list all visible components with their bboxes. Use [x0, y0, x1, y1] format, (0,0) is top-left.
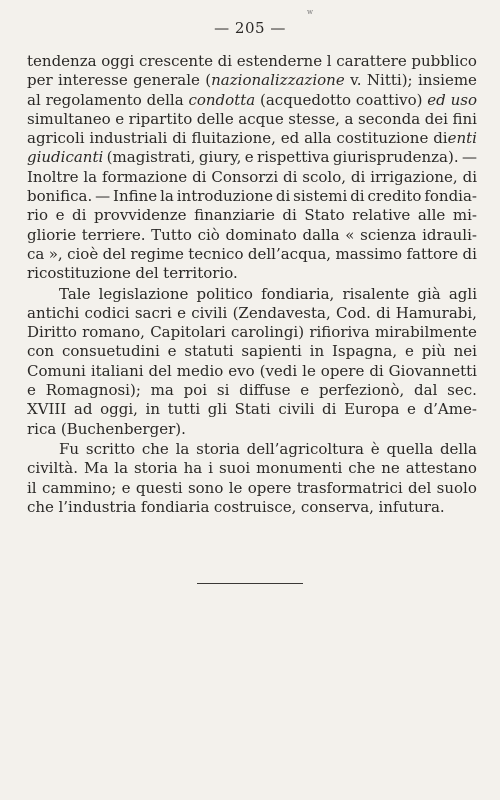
word: Europa — [344, 400, 400, 419]
word: legislazione — [98, 284, 189, 303]
word: l’industria — [58, 497, 137, 516]
word: di — [376, 303, 391, 322]
word: codici — [84, 303, 130, 322]
word: uso — [450, 90, 477, 109]
word: a — [344, 109, 354, 128]
text-line — [27, 323, 477, 342]
word: alle — [417, 206, 446, 225]
word: che — [348, 459, 376, 478]
word: e — [115, 109, 125, 128]
word: il — [27, 478, 37, 497]
word: fini — [452, 109, 477, 128]
word: relative — [352, 206, 411, 225]
word: attestano — [405, 459, 477, 478]
word: condotta — [188, 90, 256, 109]
word: », — [48, 244, 63, 263]
word: stesse, — [288, 109, 340, 128]
word: di — [282, 206, 297, 225]
word: giudicanti — [27, 148, 104, 167]
word: mirabilmente — [374, 323, 477, 342]
word: con — [27, 342, 55, 361]
word: regolamento — [45, 90, 142, 109]
word: Comuni — [27, 361, 86, 380]
text-line — [27, 381, 477, 400]
word: regime — [130, 244, 184, 263]
word: rio — [27, 206, 48, 225]
word: fondia- — [424, 187, 477, 206]
word: fondiaria, — [261, 284, 335, 303]
word: ca — [27, 244, 45, 263]
word: Stati — [234, 400, 271, 419]
word: delle — [196, 109, 234, 128]
word: fluitazione, — [191, 129, 276, 148]
word: di — [350, 187, 365, 206]
word: coattivo) — [355, 90, 423, 109]
word: che — [27, 497, 54, 516]
word: tutti — [167, 400, 201, 419]
word: romano, — [82, 323, 145, 342]
word: credito — [367, 187, 422, 206]
word: agli — [448, 284, 477, 303]
word: si — [216, 381, 230, 400]
word: Stato — [304, 206, 345, 225]
word: e — [177, 303, 186, 322]
word: consuetudini — [61, 342, 160, 361]
word: terriere. — [81, 225, 146, 244]
word: le — [228, 478, 243, 497]
word: di — [350, 167, 366, 186]
word: interesse — [58, 71, 128, 90]
word: Fu — [59, 439, 80, 458]
word: ed — [280, 129, 300, 148]
word: irrigazione, — [370, 167, 458, 186]
text-line — [27, 304, 477, 323]
word: d’Ame- — [423, 400, 477, 419]
word: simultaneo — [27, 109, 111, 128]
word: estenderne — [236, 52, 323, 70]
text-line — [27, 71, 477, 90]
word: dell’agricoltura — [246, 439, 364, 458]
word: antichi — [27, 303, 80, 322]
word: trasformatrici — [296, 478, 403, 497]
word: italiani — [90, 361, 144, 380]
word: evo — [228, 361, 255, 380]
word: civili — [191, 303, 228, 322]
word: giury, — [198, 148, 242, 167]
word: formazione — [102, 167, 188, 186]
word: sacri — [134, 303, 172, 322]
word: rica — [27, 419, 57, 438]
word: idrauli- — [422, 225, 477, 244]
text-line — [27, 129, 477, 148]
word: massimo — [335, 244, 403, 263]
word: dal — [414, 381, 438, 400]
word: sono — [187, 478, 224, 497]
word: (Buchenberger). — [60, 419, 186, 438]
text-line — [27, 342, 477, 361]
word: di — [217, 52, 233, 70]
word: suoi — [218, 459, 251, 478]
word: di — [72, 206, 87, 225]
word: scienza — [360, 225, 417, 244]
word: acque — [238, 109, 284, 128]
text-line — [27, 264, 477, 283]
word: già — [417, 284, 441, 303]
word: ha — [183, 459, 203, 478]
word: Consorzi — [211, 167, 279, 186]
word: (vedi — [259, 361, 298, 380]
word: della — [439, 439, 477, 458]
word: Hamurabi, — [395, 303, 477, 322]
word: Tutto — [151, 225, 192, 244]
text-line — [27, 285, 477, 304]
word: costituzione — [336, 129, 429, 148]
word: la — [83, 167, 98, 186]
word: e — [167, 342, 177, 361]
word: di — [369, 361, 384, 380]
word: ne — [381, 459, 400, 478]
word: insieme — [417, 71, 477, 90]
word: alla — [304, 129, 332, 148]
word: Romagnosi); — [45, 381, 141, 400]
word: pubblico — [411, 52, 477, 70]
word: perfezionò, — [318, 381, 405, 400]
word: Nitti); — [366, 71, 413, 90]
word: del — [408, 478, 432, 497]
word: cammino; — [41, 478, 117, 497]
word: e — [121, 478, 131, 497]
word: statuti — [184, 342, 234, 361]
text-line — [27, 52, 477, 71]
word: è — [370, 439, 380, 458]
word: infutura. — [378, 497, 445, 516]
word: la — [175, 439, 190, 458]
word: questi — [135, 478, 183, 497]
word: ed — [427, 90, 446, 109]
word: e — [407, 400, 416, 419]
word: oggi — [101, 52, 135, 70]
word: ricostituzione — [27, 264, 131, 283]
word: per — [27, 71, 53, 90]
text-line — [27, 245, 477, 264]
word: ripartito — [128, 109, 193, 128]
word: Inoltre — [27, 167, 79, 186]
word: e — [27, 381, 36, 400]
word: di — [172, 129, 187, 148]
word: i — [208, 459, 214, 478]
word: del — [135, 264, 159, 283]
word: tecnico — [188, 244, 244, 263]
word: dell’acqua, — [247, 244, 332, 263]
word: ciò — [197, 225, 220, 244]
text-line — [27, 110, 477, 129]
page-number: — 205 — — [214, 19, 286, 37]
word: (nazionalizzazione — [205, 71, 345, 90]
word: la — [114, 459, 129, 478]
margin-mark: w — [307, 8, 313, 16]
word: Ma — [83, 459, 109, 478]
word: (acquedotto — [260, 90, 352, 109]
word: Cod. — [335, 303, 371, 322]
word: generale — [133, 71, 200, 90]
word: ad — [73, 400, 93, 419]
word: le — [302, 361, 316, 380]
word: storia — [196, 439, 240, 458]
text-line — [27, 226, 477, 245]
word: sec. — [447, 381, 477, 400]
word: (magistrati, — [106, 148, 196, 167]
word: risalente — [342, 284, 410, 303]
word: fattore — [406, 244, 459, 263]
word: scolo, — [302, 167, 347, 186]
word: rifioriva — [309, 323, 370, 342]
text-line — [27, 148, 477, 167]
word: diffuse — [239, 381, 291, 400]
word: industriali — [89, 129, 168, 148]
word: agricoli — [27, 129, 85, 148]
word: oggi, — [100, 400, 138, 419]
word: dalla — [302, 225, 340, 244]
text-line — [27, 459, 477, 478]
word: Diritto — [27, 323, 77, 342]
word: sapienti — [241, 342, 302, 361]
word: monumenti — [256, 459, 343, 478]
word: Giovannetti — [388, 361, 477, 380]
word: (Zendavesta, — [232, 303, 331, 322]
word: crescente — [138, 52, 213, 70]
word: conserva, — [300, 497, 374, 516]
text-line — [27, 168, 477, 187]
word: carattere — [336, 52, 407, 70]
word: Tale — [59, 284, 91, 303]
body-text — [27, 52, 477, 517]
word: seconda — [357, 109, 421, 128]
word: dominato — [225, 225, 297, 244]
word: mi- — [452, 206, 477, 225]
word: di — [283, 167, 298, 186]
word: v. — [350, 71, 362, 90]
text-line — [27, 91, 477, 110]
word: rispettiva — [257, 148, 330, 167]
word: costruisce, — [213, 497, 297, 516]
word: — — [95, 187, 111, 206]
word: opere — [247, 478, 292, 497]
text-line — [27, 187, 477, 206]
word: giurisprudenza). — [332, 148, 459, 167]
word: dei — [424, 109, 448, 128]
word: quella — [386, 439, 434, 458]
word: l — [326, 52, 332, 70]
word: poi — [183, 381, 208, 400]
word: civili — [278, 400, 315, 419]
word: e — [300, 381, 310, 400]
word: civiltà. — [27, 459, 79, 478]
text-line — [27, 420, 477, 439]
text-line — [27, 498, 477, 517]
text-line — [27, 440, 477, 459]
word: la — [160, 187, 174, 206]
text-line — [27, 362, 477, 381]
word: cioè — [67, 244, 99, 263]
word: della — [146, 90, 184, 109]
word: finanziarie — [194, 206, 275, 225]
word: Infine — [113, 187, 158, 206]
word: Ispagna, — [331, 342, 398, 361]
word: sistemi — [293, 187, 348, 206]
word: del — [102, 244, 126, 263]
word: fondiaria — [140, 497, 210, 516]
text-line — [27, 400, 477, 419]
word: storia — [133, 459, 178, 478]
word: XVIII — [27, 400, 67, 419]
word: in — [145, 400, 160, 419]
word: bonifica. — [27, 187, 93, 206]
word: e — [55, 206, 65, 225]
word: del — [148, 361, 172, 380]
word: di — [275, 187, 291, 206]
word: di — [192, 167, 207, 186]
word: nei — [453, 342, 477, 361]
word: « — [345, 225, 355, 244]
word: Capitolari — [150, 323, 226, 342]
word: di — [462, 244, 477, 263]
word: ma — [150, 381, 174, 400]
word: dienti — [433, 129, 477, 148]
word: introduzione — [176, 187, 273, 206]
word: opere — [320, 361, 365, 380]
word: in — [309, 342, 325, 361]
word: al — [27, 90, 41, 109]
word: provvidenze — [94, 206, 187, 225]
word: gliorie — [27, 225, 77, 244]
word: carolingi) — [231, 323, 305, 342]
word: e — [404, 342, 414, 361]
word: gli — [207, 400, 227, 419]
word: di — [462, 167, 477, 186]
word: territorio. — [163, 264, 238, 283]
word: e — [244, 148, 254, 167]
word: scritto — [85, 439, 136, 458]
word: di — [322, 400, 337, 419]
word: tendenza — [27, 52, 97, 70]
word: politico — [196, 284, 253, 303]
word: medio — [176, 361, 224, 380]
text-line — [27, 479, 477, 498]
text-line — [27, 206, 477, 225]
word: suolo — [436, 478, 477, 497]
closing-rule — [197, 583, 303, 584]
word: — — [461, 148, 477, 167]
word: che — [141, 439, 169, 458]
word: più — [421, 342, 446, 361]
